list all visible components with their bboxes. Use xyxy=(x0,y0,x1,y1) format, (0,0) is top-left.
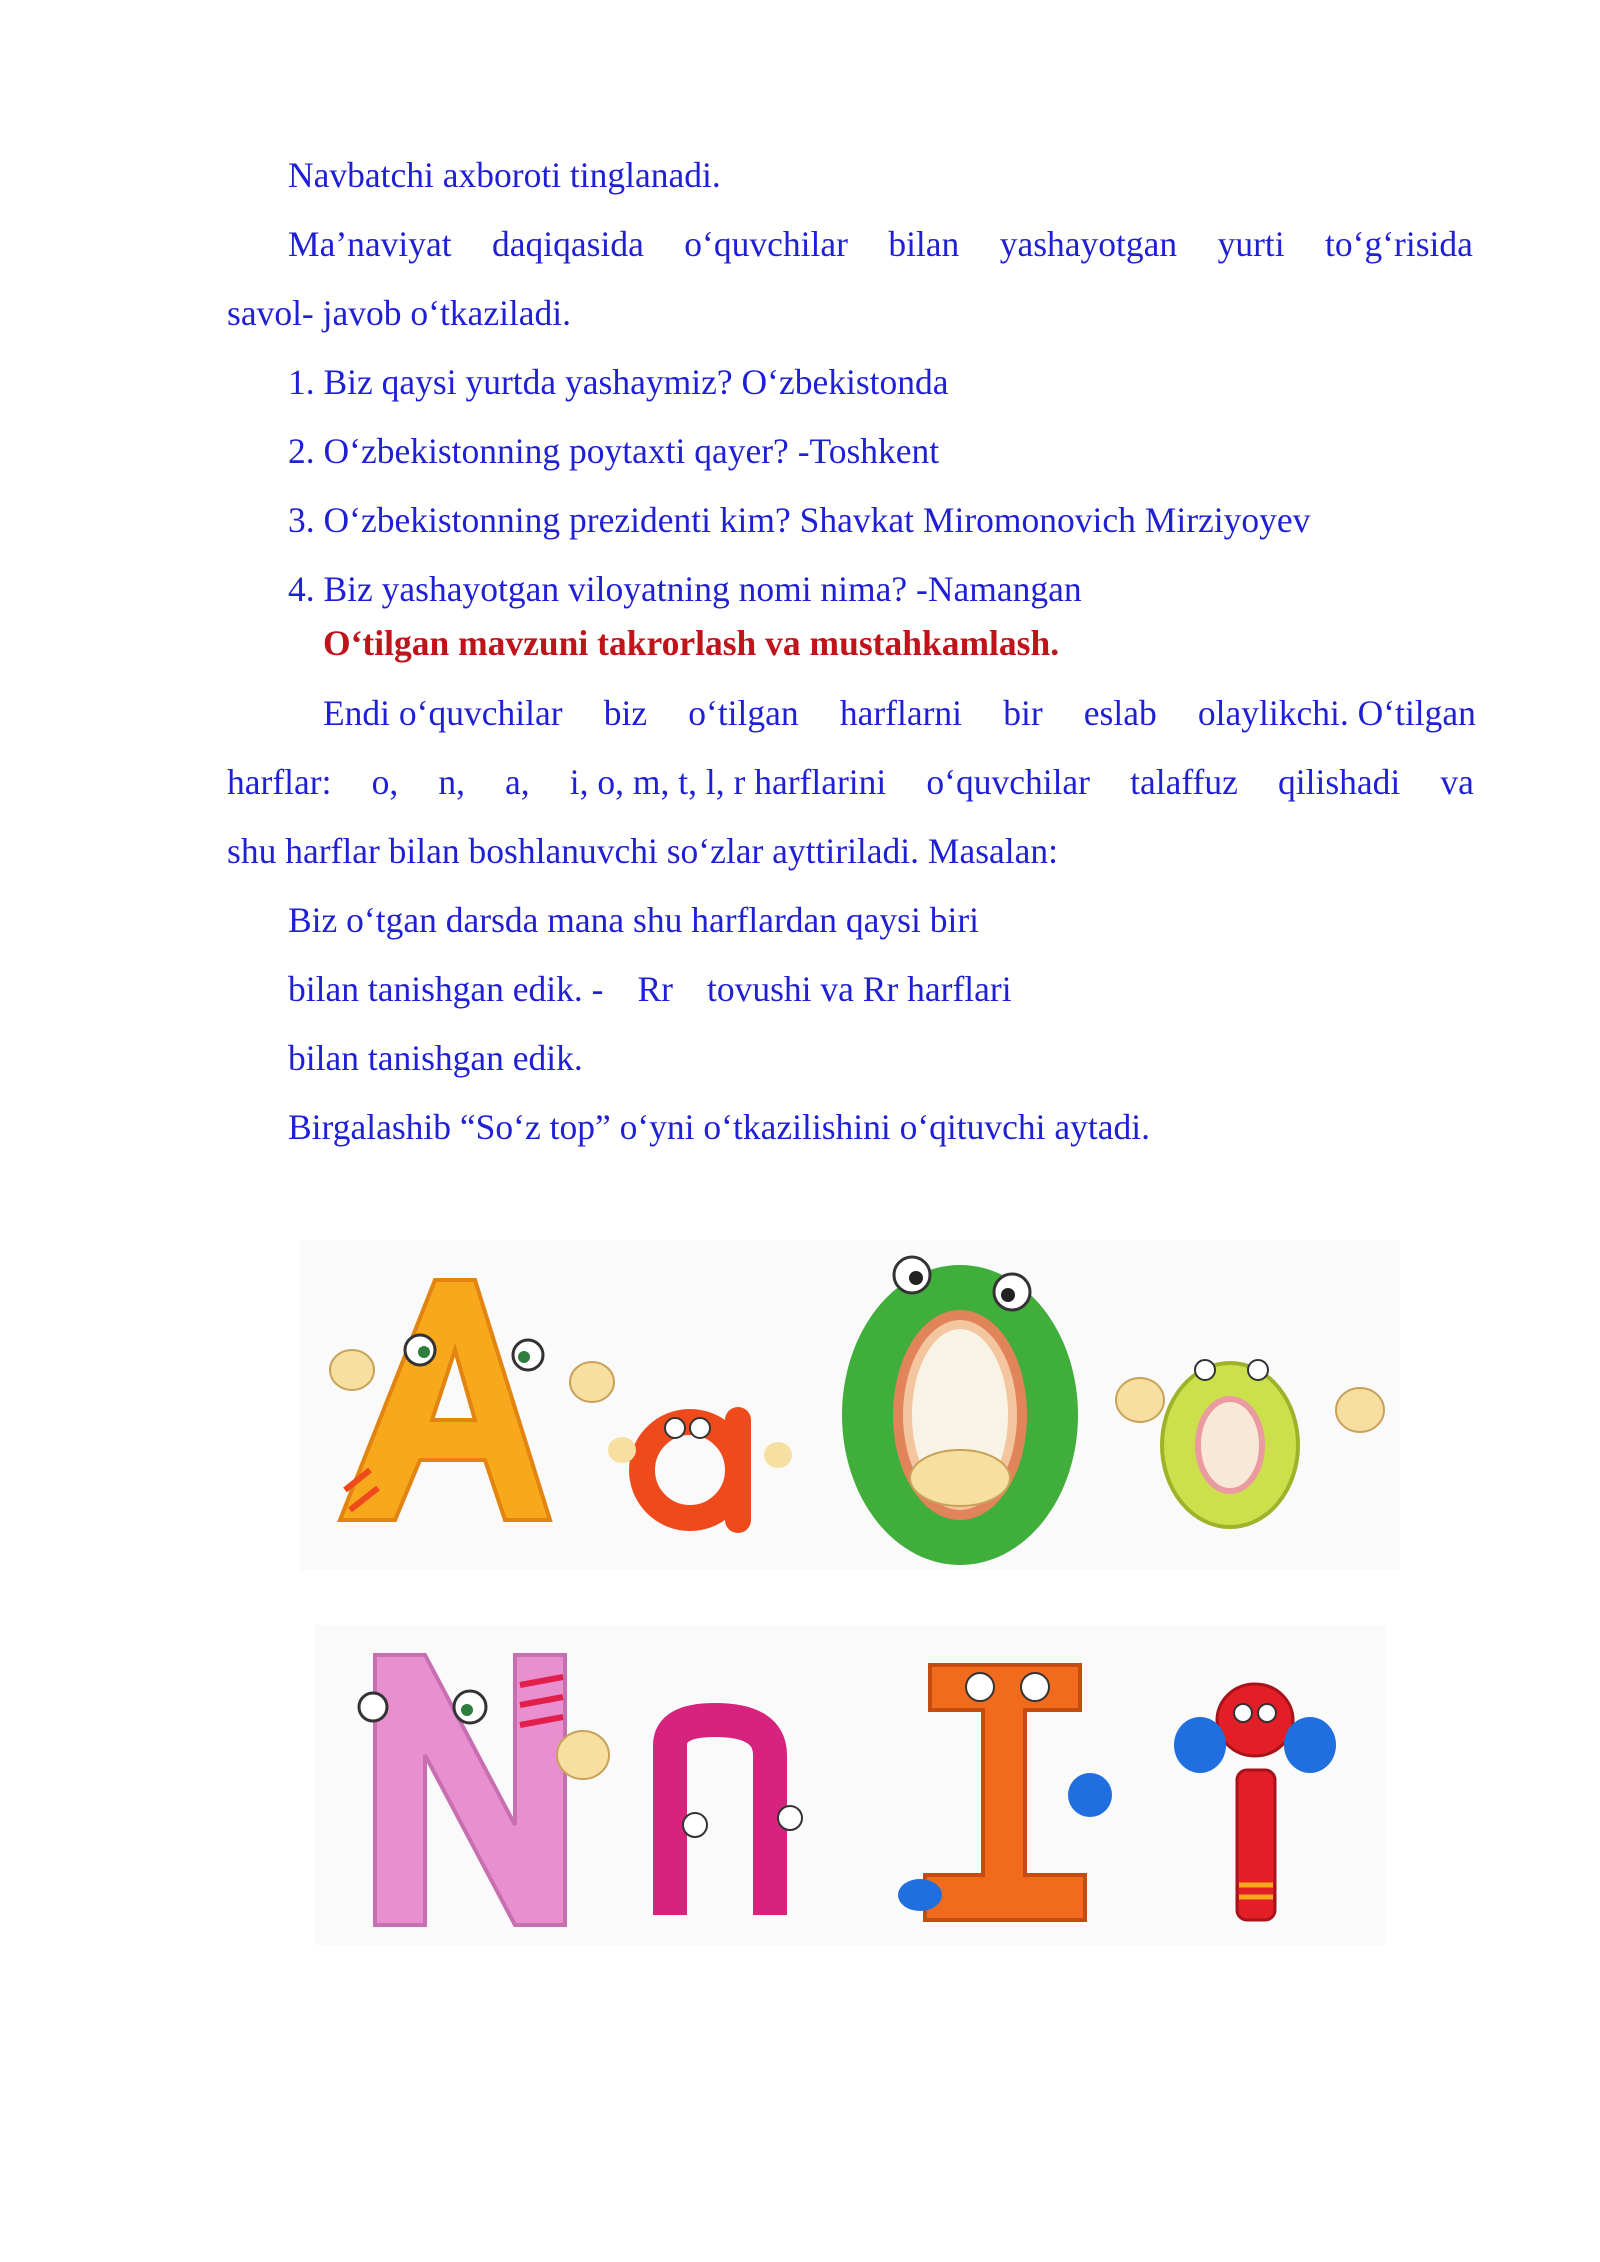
word: harflarni xyxy=(839,693,963,733)
line-spirituality xyxy=(288,224,1473,264)
word: n, xyxy=(438,762,465,802)
question-3: 3. O‘zbekistonning prezidenti kim? Shavkat Miromonovich Mirziyoyev xyxy=(288,500,1311,540)
paragraph-line-6: bilan tanishgan edik. xyxy=(288,1038,583,1078)
cartoon-letters-nni-image xyxy=(315,1625,1385,1945)
word: daqiqasida xyxy=(492,224,644,264)
word: to‘g‘risida xyxy=(1325,224,1473,264)
word: yashayotgan xyxy=(999,224,1178,264)
paragraph-line-7: Birgalashib “So‘z top” o‘yni o‘tkazilishini o‘qituvchi aytadi. xyxy=(288,1107,1151,1147)
text-segment: bilan tanishgan edik. - xyxy=(288,969,604,1009)
word: Ma’naviyat xyxy=(288,224,452,264)
paragraph-line-5 xyxy=(288,969,1012,1009)
question-2: 2. O‘zbekistonning poytaxti qayer? -Toshkent xyxy=(288,431,940,471)
word: bir xyxy=(1003,693,1043,733)
paragraph-line-1 xyxy=(323,693,1476,733)
text-segment: Rr xyxy=(637,969,673,1009)
paragraph-line-2 xyxy=(227,762,1474,802)
line-qa: savol- javob o‘tkaziladi. xyxy=(227,293,572,333)
question-4: 4. Biz yashayotgan viloyatning nomi nima? -Namangan xyxy=(288,569,1082,609)
paragraph-line-3: shu harflar bilan boshlanuvchi so‘zlar ayttiriladi. Masalan: xyxy=(227,831,1059,871)
paragraph-line-4: Biz o‘tgan darsda mana shu harflardan qaysi biri xyxy=(288,900,980,940)
word: i, o, m, t, l, r harflarini xyxy=(569,762,887,802)
word: olaylikchi. O‘tilgan xyxy=(1197,693,1476,733)
line-duty-report: Navbatchi axboroti tinglanadi. xyxy=(288,155,721,195)
word: talaffuz xyxy=(1130,762,1238,802)
word: va xyxy=(1440,762,1474,802)
cartoon-letters-aao-image xyxy=(300,1220,1400,1580)
word: a, xyxy=(505,762,530,802)
text-segment: tovushi va Rr harflari xyxy=(706,969,1012,1009)
word: Endi o‘quvchilar xyxy=(323,693,563,733)
word: biz xyxy=(603,693,648,733)
word: harflar: xyxy=(227,762,332,802)
word: o‘quvchilar xyxy=(926,762,1091,802)
section-heading: O‘tilgan mavzuni takrorlash va mustahkamlash. xyxy=(323,623,1060,663)
word: yurti xyxy=(1217,224,1285,264)
word: o‘tilgan xyxy=(688,693,799,733)
question-1: 1. Biz qaysi yurtda yashaymiz? O‘zbekistonda xyxy=(288,362,949,402)
word: o, xyxy=(371,762,399,802)
word: eslab xyxy=(1083,693,1157,733)
word: o‘quvchilar xyxy=(684,224,848,264)
word: bilan xyxy=(888,224,960,264)
word: qilishadi xyxy=(1277,762,1401,802)
